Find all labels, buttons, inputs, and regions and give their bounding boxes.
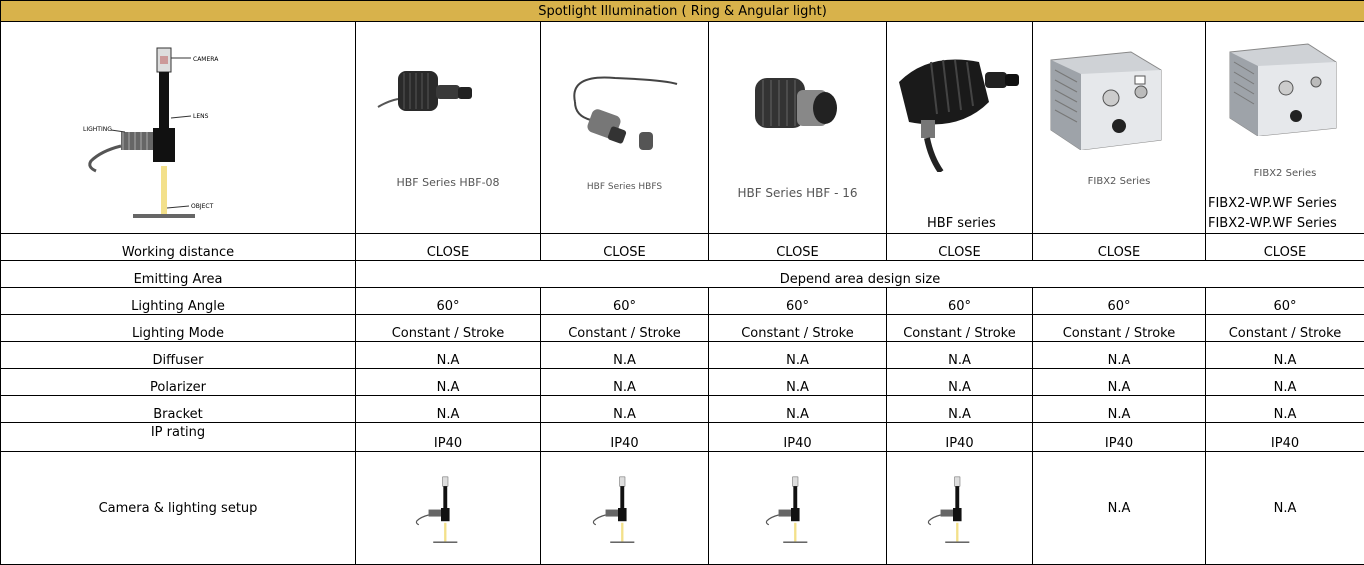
product-fibx2-wp [1206,22,1364,234]
table-row [1,423,1364,452]
row-label: Diffuser [1,342,356,369]
fibx2-wp-box-image [1224,36,1344,136]
table-row [1,369,1364,396]
product-caption: HBF series [927,216,1032,231]
diagram-object-label: OBJECT [191,203,214,210]
product-hbfs [541,22,709,234]
diagram-camera-label: CAMERA [193,56,219,63]
setup-diagram-cell [1,22,356,234]
hbf08-light-image [376,67,486,137]
cell: IP40 [1033,423,1206,452]
hbfs-light-image [565,72,685,162]
cell: N.A [1033,396,1206,423]
setup-diagram-icon [590,458,660,558]
table-row [1,261,1364,288]
setup-diagram-thumb [709,452,887,565]
setup-diagram-icon [413,458,483,558]
cell: 60° [1206,288,1364,315]
cell: CLOSE [709,234,887,261]
product-hbf08 [356,22,541,234]
row-label: Camera & lighting setup [1,452,356,565]
cell: 60° [1033,288,1206,315]
cell: N.A [541,342,709,369]
table-title: Spotlight Illumination ( Ring & Angular light) [1,1,1364,22]
table-row [1,452,1364,565]
product-series-line-1: FIBX2-WP.WF Series [1208,196,1364,211]
hbf-light-image [891,42,1031,172]
cell: 60° [356,288,541,315]
cell: N.A [1033,369,1206,396]
cell: 60° [709,288,887,315]
product-caption: HBF Series HBF - 16 [709,186,886,200]
cell: N.A [709,342,887,369]
fibx2-box-image [1041,40,1171,150]
row-label: Lighting Angle [1,288,356,315]
setup-diagram-icon [763,458,833,558]
row-label: Working distance [1,234,356,261]
cell: N.A [1033,452,1206,565]
product-caption: HBF Series HBF-08 [356,176,540,189]
product-fibx2 [1033,22,1206,234]
cell: N.A [1033,342,1206,369]
cell: Constant / Stroke [709,315,887,342]
cell: Constant / Stroke [1033,315,1206,342]
cell: N.A [887,396,1033,423]
cell: N.A [1206,396,1364,423]
setup-diagram-thumb [356,452,541,565]
diagram-lens-label: LENS [193,113,209,120]
row-label: Lighting Mode [1,315,356,342]
cell: N.A [1206,452,1364,565]
product-caption: FIBX2 Series [1033,176,1205,187]
cell: CLOSE [1206,234,1364,261]
cell: N.A [541,369,709,396]
cell: IP40 [887,423,1033,452]
cell: N.A [887,342,1033,369]
table-row [1,396,1364,423]
cell: CLOSE [541,234,709,261]
cell: 60° [541,288,709,315]
cell: Constant / Stroke [356,315,541,342]
cell: N.A [541,396,709,423]
cell: N.A [709,396,887,423]
cell: IP40 [541,423,709,452]
cell: N.A [887,369,1033,396]
cell: CLOSE [887,234,1033,261]
product-caption: FIBX2 Series [1206,168,1364,179]
product-hbf [887,22,1033,234]
cell: Constant / Stroke [1206,315,1364,342]
row-label: Emitting Area [1,261,356,288]
table-row [1,288,1364,315]
product-hbf16 [709,22,887,234]
cell: Constant / Stroke [887,315,1033,342]
table-row [1,234,1364,261]
row-label: IP rating [1,423,356,452]
cell: N.A [1206,369,1364,396]
cell: IP40 [709,423,887,452]
cell: N.A [356,369,541,396]
table-row [1,342,1364,369]
row-label: Polarizer [1,369,356,396]
setup-diagram-thumb [541,452,709,565]
product-caption: HBF Series HBFS [541,182,708,192]
product-series-line-2: FIBX2-WP.WF Series [1208,216,1364,231]
cell: IP40 [1206,423,1364,452]
hbf16-light-image [745,68,855,148]
setup-diagram-thumb [887,452,1033,565]
cell: N.A [356,342,541,369]
row-label: Bracket [1,396,356,423]
setup-diagram-icon [925,458,995,558]
cell: IP40 [356,423,541,452]
table-row [1,315,1364,342]
merged-cell: Depend area design size [356,261,1364,288]
cell: 60° [887,288,1033,315]
cell: N.A [356,396,541,423]
cell: N.A [709,369,887,396]
cell: N.A [1206,342,1364,369]
diagram-lighting-label: LIGHTING [83,126,112,133]
camera-setup-diagram [81,28,261,228]
cell: CLOSE [356,234,541,261]
cell: CLOSE [1033,234,1206,261]
cell: Constant / Stroke [541,315,709,342]
